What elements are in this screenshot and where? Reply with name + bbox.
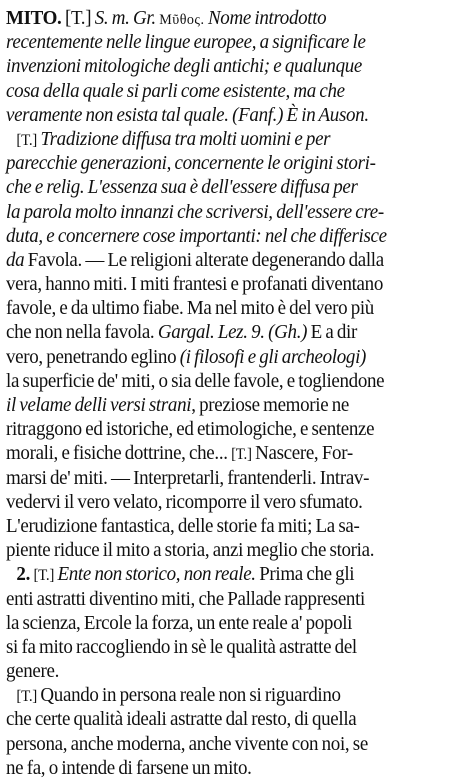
text-line: marsi de' miti. — Interpretarli, frantenderli. Intrav-	[6, 466, 370, 489]
text-line: la scienza, Ercole la forza, un ente reale a' popoli	[6, 611, 353, 634]
parenthetical: (i filosofi e gli archeologi)	[179, 345, 367, 368]
tag-label: [T.]	[231, 446, 252, 464]
text-line: genere.	[6, 660, 60, 683]
text-line: MITO. [T.] S. m. Gr. Mῦθος. Nome introdotto	[6, 7, 327, 29]
sense-definition: Ente non storico, non reale.	[57, 563, 256, 586]
text-line: [T.] Tradizione diffusa tra molti uomini e per	[16, 127, 331, 150]
tag-label: [T.]	[16, 688, 37, 706]
text-line: cosa della quale si parli come esistente, ma che	[6, 79, 345, 102]
text-line: L'erudizione fantastica, delle storie fa miti; La sa-	[6, 514, 360, 537]
tag-label: [T.]	[16, 131, 37, 149]
text-line: duta, e concernere cose importanti: nel che differisce	[6, 224, 387, 247]
text-line: il velame delli versi strani, preziose memorie ne	[6, 394, 350, 416]
text-line: la parola molto innanzi che scriversi, dell'essere cre-	[6, 200, 384, 223]
tag-label: [T.]	[33, 567, 55, 585]
greek-etymon: Mῦθος.	[159, 12, 205, 28]
text-line: recentemente nelle lingue europee, a significare le	[6, 31, 366, 54]
text-line: invenzioni mitologiche degli antichi; e qualunque	[6, 55, 362, 78]
text-line: si fa mito raccogliendo in sè le qualità astratte del	[6, 635, 357, 658]
quoted-verse: il velame delli versi strani	[6, 394, 192, 416]
text-line: che non nella favola. Gargal. Lez. 9. (Gh.) E a dir	[6, 321, 357, 344]
text-line: che certe qualità ideali astratte dal resto, di quella	[6, 708, 357, 731]
text-line: piente riduce il mito a storia, anzi meglio che storia.	[6, 539, 375, 562]
text-line: da Favola. — Le religioni alterate degenerando dalla	[6, 248, 384, 271]
text-line: 2. [T.] Ente non storico, non reale. Prima che gli	[16, 563, 355, 586]
text-line: ritraggono ed istoriche, ed etimologiche, e sentenze	[6, 418, 375, 441]
tag-label: [T.]	[64, 7, 92, 29]
text-line: vero, penetrando eglino (i filosofi e gli archeologi)	[6, 345, 367, 368]
citation: Gargal. Lez. 9. (Gh.)	[157, 321, 308, 344]
part-of-speech: S. m. Gr.	[94, 7, 156, 29]
sense-number: 2.	[16, 563, 31, 586]
dictionary-entry	[6, 6, 464, 780]
text-line: ne fa, o intende di farsene un mito.	[6, 756, 252, 779]
text-line: veramente non esista tal quale. (Fanf.) È in Auson.	[6, 103, 369, 126]
text-line: la superficie de' miti, o sia delle favole, e togliendone	[6, 369, 385, 392]
text-line: favole, e da ultimo fiabe. Ma nel mito è del vero più	[6, 297, 374, 320]
text-line: persona, anche moderna, anche vivente con noi, se	[6, 732, 368, 755]
text-line: parecchie generazioni, concernente le origini stori-	[6, 152, 376, 175]
text-line: enti astratti diventino miti, che Pallade rappresenti	[6, 587, 365, 610]
citation: (Fanf.)	[232, 103, 284, 126]
citation: È in Auson.	[286, 103, 369, 126]
text-line: vedervi il vero velato, ricomporre il vero sfumato.	[6, 490, 363, 513]
text-line: vera, hanno miti. I miti frantesi e profanati diventano	[6, 273, 383, 296]
headword: MITO.	[6, 7, 62, 29]
text-line: [T.] Quando in persona reale non si riguardino	[16, 684, 341, 707]
text-line: che e relig. L'essenza sua è dell'essere diffusa per	[6, 176, 358, 199]
text-line: morali, e fisiche dottrine, che... [T.] Nascere, For-	[6, 442, 353, 465]
